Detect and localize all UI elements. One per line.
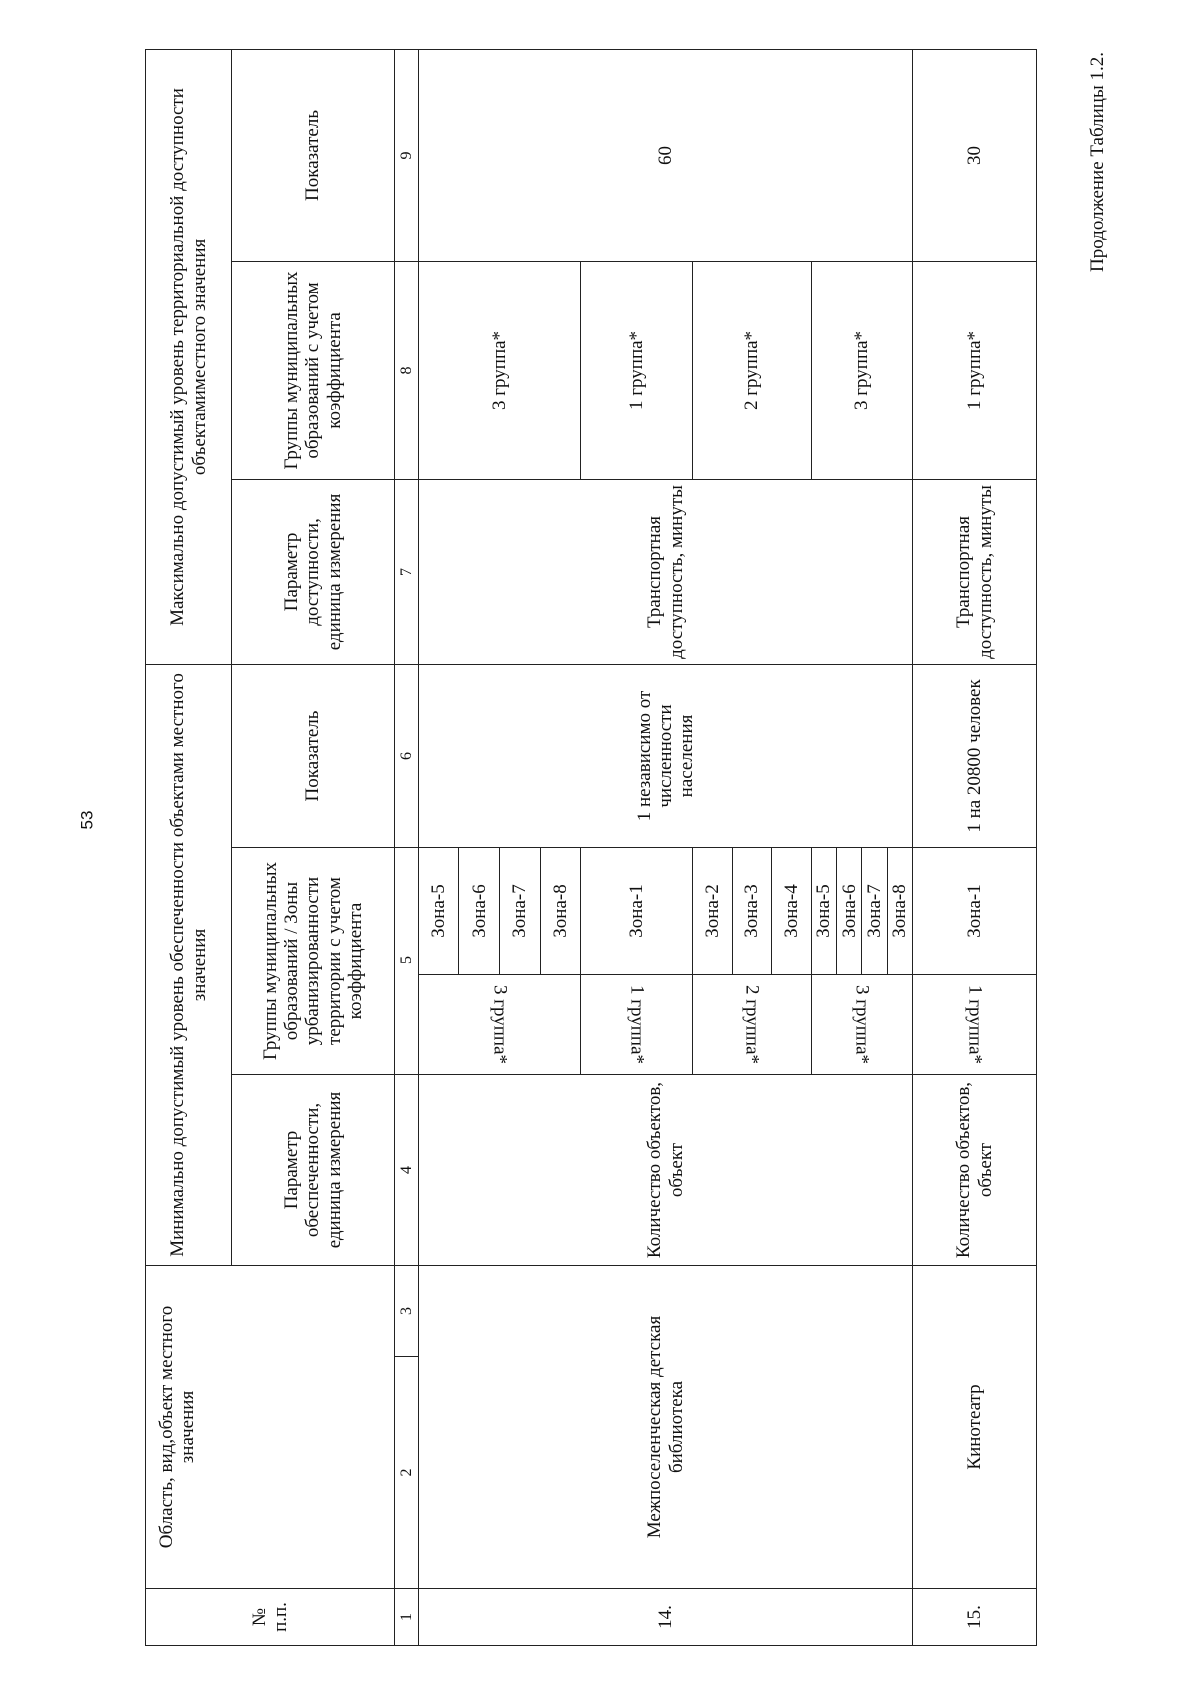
column-number: 3 xyxy=(395,1266,419,1357)
row-15-access-group: 1 группа* xyxy=(913,261,1037,479)
column-number: 4 xyxy=(395,1075,419,1266)
row-14-group-label: 2 группа* xyxy=(693,975,812,1075)
column-number-row xyxy=(395,49,419,1645)
column-number: 1 xyxy=(395,1589,419,1646)
header-number: № п.п. xyxy=(146,1589,395,1646)
row-14-zone: Зона-1 xyxy=(581,848,693,975)
column-number: 6 xyxy=(395,664,419,847)
row-15-access-value: 30 xyxy=(913,49,1037,261)
header-row-1 xyxy=(146,49,232,1645)
header-min-level: Минимально допустимый уровень обеспеченности объектами местного значения xyxy=(146,664,232,1265)
row-14-number: 14. xyxy=(419,1589,913,1646)
row-14-value: 1 независимо от численности населения xyxy=(419,664,913,847)
column-number: 9 xyxy=(395,49,419,261)
row-14-access-param: Транспортная доступность, минуты xyxy=(419,479,913,664)
row-14-access-group: 2 группа* xyxy=(693,261,812,479)
row-15-zone: Зона-1 xyxy=(913,848,1037,975)
row-14-group-label: 3 группа* xyxy=(812,975,913,1075)
row-15-name: Кинотеатр xyxy=(913,1266,1037,1589)
row-14-zones: Зона-5 Зона-6 Зона-7 Зона-8 xyxy=(419,848,581,975)
header-indicator: Показатель xyxy=(232,664,395,847)
column-number: 7 xyxy=(395,479,419,664)
row-15-value: 1 на 20800 человек xyxy=(913,664,1037,847)
row-14-name: Межпоселенческая детская библиотека xyxy=(419,1266,913,1589)
row-15-access-param: Транспортная доступность, минуты xyxy=(913,479,1037,664)
row-14-group-label: 1 группа* xyxy=(581,975,693,1075)
row-14-access-group: 3 группа* xyxy=(419,261,581,479)
row-15 xyxy=(913,49,1037,1645)
header-object: Область, вид,объект местного значения xyxy=(146,1266,395,1589)
row-14-param: Количество объектов, объект xyxy=(419,1075,913,1266)
header-access-indicator: Показатель xyxy=(232,49,395,261)
header-groups-zones: Группы муниципальных образований / Зоны урбанизированности территории с учетом коэффициента xyxy=(232,848,395,1075)
header-access-groups: Группы муниципальных образований с учетом коэффициента xyxy=(232,261,395,479)
page-number: 53 xyxy=(77,810,97,830)
column-number: 2 xyxy=(395,1357,419,1589)
row-15-param: Количество объектов, объект xyxy=(913,1075,1037,1266)
column-number: 8 xyxy=(395,261,419,479)
row-14-group-label: 3 группа* xyxy=(419,975,581,1075)
row-14-access-group: 1 группа* xyxy=(581,261,693,479)
row-14-zones: Зона-2 Зона-3 Зона-4 xyxy=(693,848,812,975)
column-number: 5 xyxy=(395,848,419,1075)
header-max-access: Максимально допустимый уровень территориальной доступности объектамиместного значения xyxy=(146,49,232,664)
row-15-number: 15. xyxy=(913,1589,1037,1646)
standards-table xyxy=(145,49,1037,1646)
row-14-access-value: 60 xyxy=(419,49,913,261)
header-param-supply: Параметр обеспеченности, единица измерения xyxy=(232,1075,395,1266)
row-15-group-label: 1 группа* xyxy=(913,975,1037,1075)
header-param-access: Параметр доступности, единица измерения xyxy=(232,479,395,664)
table-caption: Продолжение Таблицы 1.2. xyxy=(1087,52,1108,272)
row-14-group-a xyxy=(419,49,581,1645)
row-14-zones: Зона-5 Зона-6 Зона-7 Зона-8 xyxy=(812,848,913,975)
row-14-access-group: 3 группа* xyxy=(812,261,913,479)
